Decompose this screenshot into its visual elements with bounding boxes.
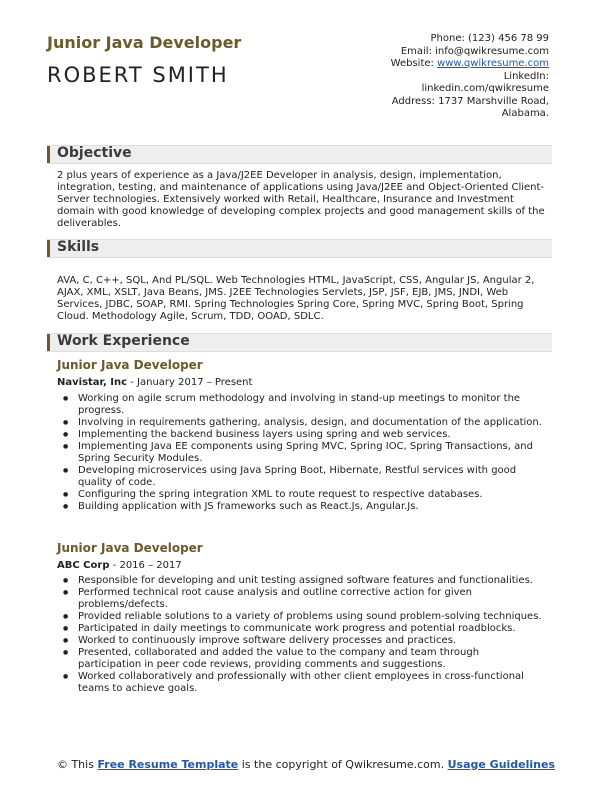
footer-middle: is the copyright of Qwikresume.com. bbox=[238, 758, 448, 771]
experience-section-header bbox=[47, 333, 552, 352]
candidate-name: ROBERT SMITH bbox=[47, 63, 229, 87]
skills-section-header bbox=[47, 239, 552, 258]
contact-email: Email: info@qwikresume.com bbox=[400, 45, 549, 57]
skills-text: AVA, C, C++, SQL, And PL/SQL. Web Technologies HTML, JavaScript, CSS, Angular JS, Angular 2, AJAX, XML, XSLT, Java Beans, JMS. J2EE Technologies Servlets, JSP, JSF, EJB, JMS, JNDI, Web Services, JDBC, SOAP, RMI. Spring Technologies Spring Core, Spring MVC, Spring Boot, Spring Cloud. Methodology Agile, Scrum, TDD, OOAD, SDLC. bbox=[57, 275, 535, 322]
contact-address-line1: Address: 1737 Marshville Road, bbox=[391, 95, 549, 107]
contact-linkedin-value: linkedin.com/qwikresume bbox=[421, 83, 549, 94]
website-link[interactable]: www.qwikresume.com bbox=[437, 58, 549, 69]
section-accent bbox=[47, 240, 50, 257]
list-item: ● Performed technical root cause analysis and outline corrective action for given problems/defects. bbox=[63, 587, 545, 611]
job-1-meta bbox=[57, 377, 252, 388]
list-item: ● Working on agile scrum methodology and involving in stand-up meetings to monitor the progress. bbox=[63, 393, 545, 417]
skills-heading: Skills bbox=[57, 239, 100, 255]
list-item: ● Provided reliable solutions to a variety of problems using sound problem-solving techniques. bbox=[63, 611, 545, 623]
list-item: ● Developing microservices using Java Spring Boot, Hibernate, Restful services with good quality of code. bbox=[63, 465, 545, 489]
list-item: ● Involving in requirements gathering, analysis, design, and documentation of the application. bbox=[63, 417, 545, 429]
footer-copyright bbox=[0, 758, 612, 771]
section-accent bbox=[47, 334, 50, 351]
job-2-bullets bbox=[63, 575, 545, 695]
objective-heading: Objective bbox=[57, 145, 132, 161]
list-item: ● Implementing Java EE components using Spring MVC, Spring IOC, Spring Transactions, and Spring Security Modules. bbox=[63, 441, 545, 465]
list-item: ● Building application with JS frameworks such as React.Js, Angular.Js. bbox=[63, 501, 545, 513]
job-2-company: ABC Corp bbox=[57, 560, 110, 571]
list-item: ● Participated in daily meetings to communicate work progress and potential roadblocks. bbox=[63, 623, 545, 635]
website-label: Website: bbox=[390, 58, 438, 69]
contact-linkedin-label: LinkedIn: bbox=[503, 70, 549, 82]
footer-prefix: © This bbox=[56, 758, 98, 771]
job-1-dates: - January 2017 – Present bbox=[127, 377, 253, 388]
job-2-meta bbox=[57, 560, 182, 571]
list-item: ● Presented, collaborated and added the value to the company and team through participation in peer code reviews, providing comments and suggestions. bbox=[63, 647, 545, 671]
job-2-title: Junior Java Developer bbox=[57, 541, 203, 555]
job-1-bullets bbox=[63, 393, 545, 513]
contact-website bbox=[391, 58, 549, 71]
list-item: ● Configuring the spring integration XML to route request to respective databases. bbox=[63, 489, 545, 501]
list-item: ● Implementing the backend business layers using spring and web services. bbox=[63, 429, 545, 441]
list-item: ● Worked to continuously improve software delivery processes and practices. bbox=[63, 635, 545, 647]
section-accent bbox=[47, 146, 50, 163]
experience-heading: Work Experience bbox=[57, 333, 190, 349]
usage-guidelines-link[interactable]: Usage Guidelines bbox=[447, 758, 556, 771]
job-1-company: Navistar, Inc bbox=[57, 377, 128, 388]
objective-section-header bbox=[47, 145, 552, 164]
contact-address-line2: Alabama. bbox=[501, 108, 549, 119]
resume-job-title: Junior Java Developer bbox=[47, 33, 242, 52]
job-2-dates: - 2016 – 2017 bbox=[109, 560, 182, 571]
job-1-title: Junior Java Developer bbox=[57, 358, 203, 372]
list-item: ● Worked collaboratively and professionally with other client employees in cross-functional teams to achieve goals. bbox=[63, 671, 545, 695]
contact-phone: Phone: (123) 456 78 99 bbox=[430, 33, 549, 44]
list-item: ● Responsible for developing and unit testing assigned software features and functionalities. bbox=[63, 575, 545, 587]
objective-text: 2 plus years of experience as a Java/J2EE Developer in analysis, design, implementation, integration, testing, and maintenance of applications using Java/J2EE and Object-Oriented Client-Server technologies. Extensively worked with Retail, Healthcare, Insurance and Investment domain with good knowledge of developing complex projects and good management skills of the deliverables. bbox=[57, 170, 545, 229]
contact-block bbox=[391, 33, 549, 121]
free-resume-template-link[interactable]: Free Resume Template bbox=[97, 758, 239, 771]
